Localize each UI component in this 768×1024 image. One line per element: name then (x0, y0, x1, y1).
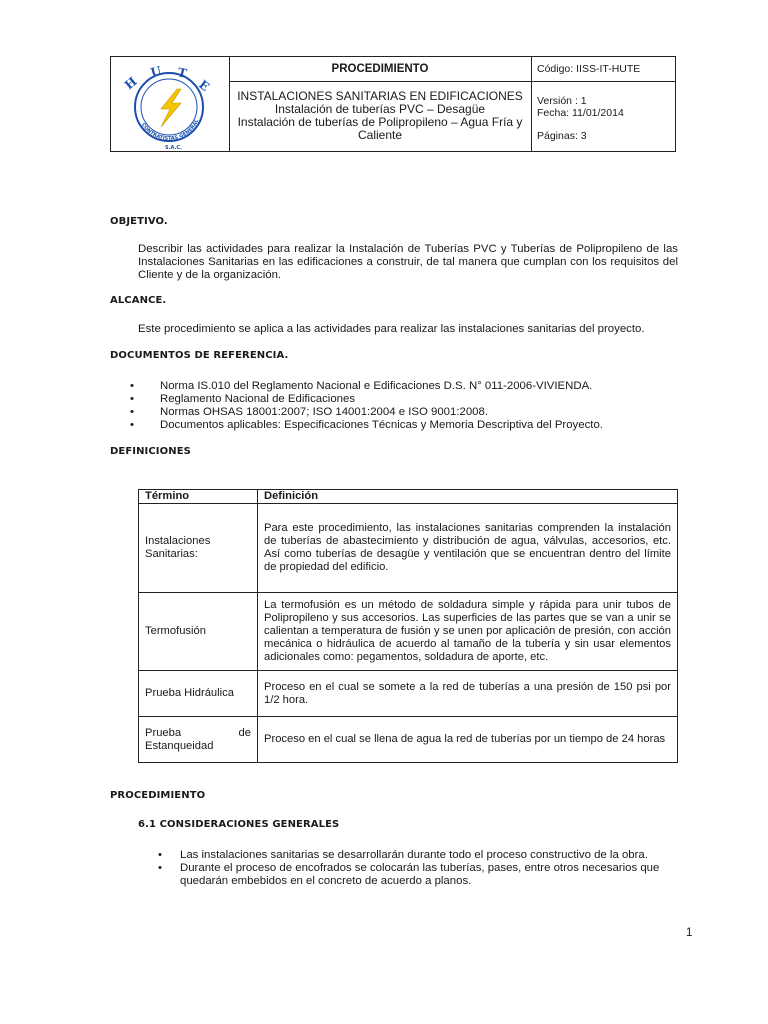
table-row (139, 504, 678, 593)
table-row (139, 671, 678, 717)
header-right-cell (531, 57, 675, 151)
list-item: • Norma IS.010 del Reglamento Nacional e Edificaciones D.S. N° 011-2006-VIVIENDA. (130, 380, 670, 393)
definiciones-heading: DEFINICIONES (110, 446, 191, 457)
consideraciones-list (158, 849, 678, 888)
list-item: • Documentos aplicables: Especificaciones Técnicas y Memoria Descriptiva del Proyecto. (130, 419, 670, 432)
list-item: • Durante el proceso de encofrados se colocarán las tuberías, pases, entre otros necesarios que quedarán embebidos en el concreto de acuerdo a planos. (158, 862, 678, 888)
table-row (139, 593, 678, 671)
column-header-definition: Definición (258, 490, 678, 504)
subject-line-1: INSTALACIONES SANITARIAS EN EDIFICACIONES (237, 89, 523, 103)
term-cell: Prueba Hidráulica (139, 671, 258, 717)
term-cell: Termofusión (139, 593, 258, 671)
logo-subtext: CONTRATISTAS GENERAL (139, 118, 201, 142)
logo-cell (111, 57, 230, 151)
logo-letter-e: E (196, 77, 212, 95)
procedimiento-heading: PROCEDIMIENTO (110, 790, 206, 801)
definition-cell: La termofusión es un método de soldadura simple y rápida para unir tubos de Polipropileno y sus accesorios. Las superficies de las partes que se van a unir se calientan a temperatura de fusión y se unen por aplicación de presión, con acción mecánica o hidráulica de acuerdo al tamaño de la tubería y sin usar elementos adicionales como: pegamentos, soldadura de aporte, etc. (258, 593, 678, 671)
document-header (110, 56, 676, 152)
documentos-list (130, 380, 670, 432)
list-item: • Normas OHSAS 18001:2007; ISO 14001:2004 e ISO 9001:2008. (130, 406, 670, 419)
document-code: Código: IISS-IT-HUTE (531, 57, 675, 82)
subject-line-2: Instalación de tuberías PVC – Desagüe (274, 102, 486, 116)
definition-cell: Proceso en el cual se somete a la red de tuberías a una presión de 150 psi por 1/2 hora. (258, 671, 678, 717)
table-header-row (139, 490, 678, 504)
term-cell: Prueba de Estanqueidad (139, 717, 258, 763)
objetivo-text: Describir las actividades para realizar la Instalación de Tuberías PVC y Tuberías de Polipropileno de las Instalaciones Sanitarias en las edificaciones a construir, de tal manera que cumplan con los requisitos del Cliente y de la organización. (138, 243, 678, 281)
logo-sac: S.A.C. (165, 145, 182, 151)
alcance-heading: ALCANCE. (110, 295, 167, 306)
document-date: Fecha: 11/01/2014 (537, 107, 624, 119)
consideraciones-heading: 6.1 CONSIDERACIONES GENERALES (138, 819, 340, 830)
alcance-text: Este procedimiento se aplica a las actividades para realizar las instalaciones sanitarias del proyecto. (138, 323, 645, 335)
column-header-term: Término (139, 490, 258, 504)
company-logo (111, 57, 229, 151)
document-pages: Páginas: 3 (537, 130, 587, 142)
document-version: Versión : 1 (537, 95, 587, 107)
definition-cell: Para este procedimiento, las instalaciones sanitarias comprenden la instalación de tuberías de abastecimiento y distribución de agua, válvulas, accesorios, etc. Así como tuberías de desagüe y ventilación que se encuentran dentro del límite de propiedad del edificio. (258, 504, 678, 593)
document-meta (537, 95, 624, 142)
list-item: • Reglamento Nacional de Edificaciones (130, 393, 670, 406)
document-type: PROCEDIMIENTO (229, 57, 531, 82)
table-row (139, 717, 678, 763)
logo-letter-h: H (121, 74, 140, 93)
list-item: • Las instalaciones sanitarias se desarrollarán durante todo el proceso constructivo de la obra. (158, 849, 678, 862)
objetivo-heading: OBJETIVO. (110, 216, 168, 227)
logo-letter-u: U (149, 63, 163, 80)
header-middle-cell (229, 57, 532, 151)
subject-line-3: Instalación de tuberías de Polipropileno – Agua Fría y (237, 115, 523, 129)
definition-cell: Proceso en el cual se llena de agua la red de tuberías por un tiempo de 24 horas (258, 717, 678, 763)
definitions-table (138, 489, 678, 763)
document-subject (229, 90, 531, 142)
logo-letter-t: T (176, 65, 189, 81)
page-number: 1 (686, 927, 693, 939)
term-cell: Instalaciones Sanitarias: (139, 504, 258, 593)
lightning-bolt-icon (161, 89, 181, 127)
subject-line-4: Caliente (357, 128, 403, 142)
documentos-heading: DOCUMENTOS DE REFERENCIA. (110, 350, 289, 361)
